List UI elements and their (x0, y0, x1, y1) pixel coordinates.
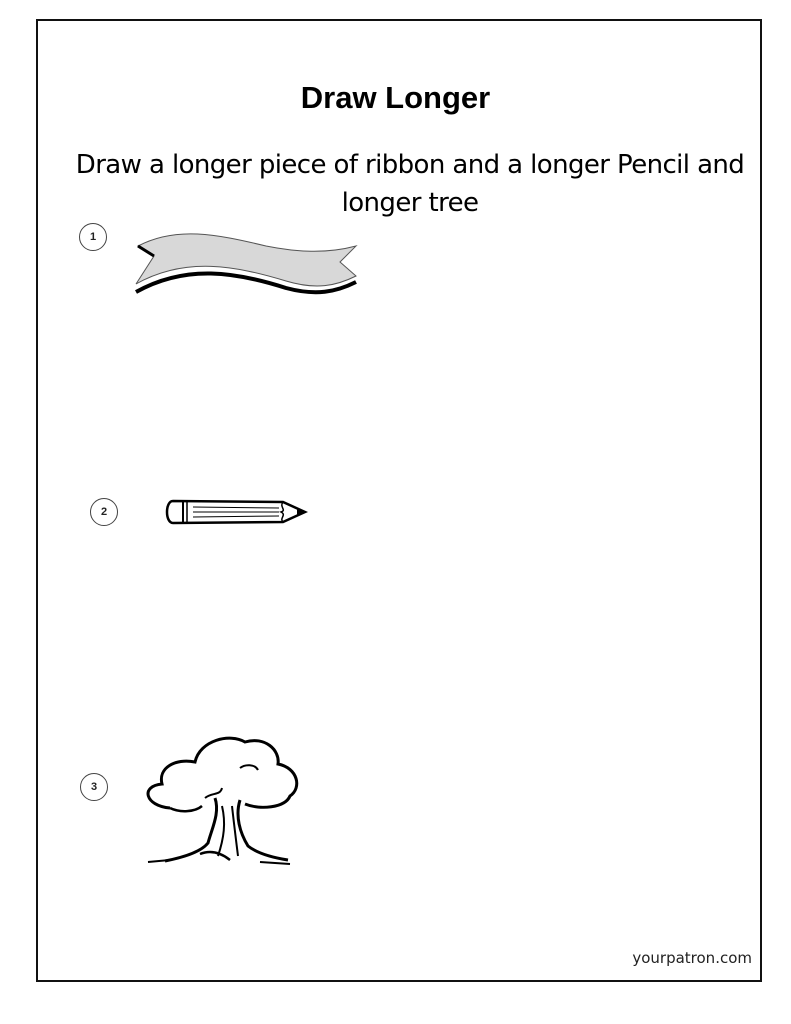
item-number-3: 3 (80, 773, 108, 801)
pencil-icon (163, 498, 308, 526)
item-number-1: 1 (79, 223, 107, 251)
tree-icon (140, 728, 305, 868)
worksheet-title: Draw Longer (300, 80, 491, 115)
worksheet-instruction: Draw a longer piece of ribbon and a longer Pencil and longer tree (75, 150, 745, 218)
ribbon-icon (126, 226, 362, 300)
footer-site: yourpatron.com (632, 949, 752, 967)
item-number-2: 2 (90, 498, 118, 526)
